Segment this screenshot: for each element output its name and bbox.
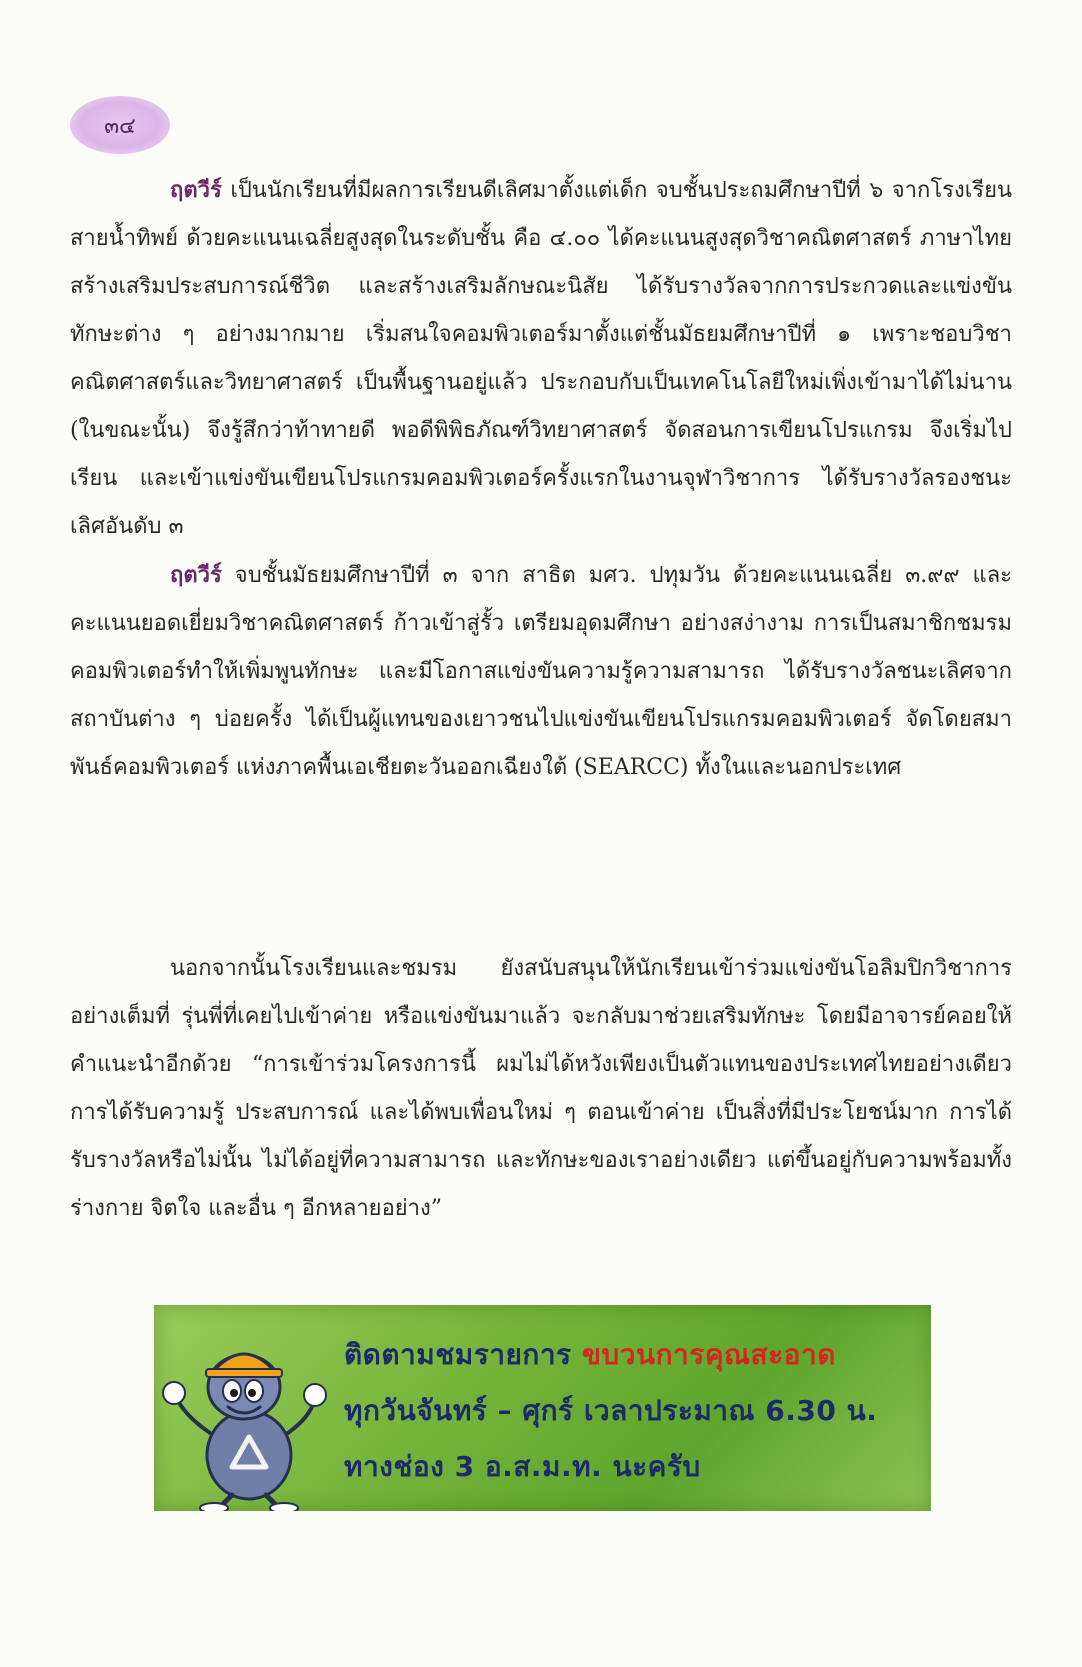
tv-program-banner <box>154 1305 931 1511</box>
program-title: ขบวนการคุณสะอาด <box>581 1338 836 1371</box>
banner-line-3: ทางช่อง 3 อ.ส.ม.ท. นะครับ <box>344 1450 701 1483</box>
student-name: ฤตวีร์ <box>170 177 222 203</box>
banner-line-1 <box>344 1327 915 1383</box>
banner-line-1-prefix: ติดตามชมรายการ <box>344 1338 572 1371</box>
paragraph-1-text: เป็นนักเรียนที่มีผลการเรียนดีเลิศมาตั้งแต่เด็ก จบชั้นประถมศึกษาปีที่ ๖ จากโรงเรียนสายน้ำทิพย์ ด้วยคะแนนเฉลี่ยสูงสุดในระดับชั้น คือ ๔.๐๐ ได้คะแนนสูงสุดวิชาคณิตศาสตร์ ภาษาไทย สร้างเสริมประสบการณ์ชีวิต และสร้างเสริมลักษณะนิสัย ได้รับรางวัลจากการประกวดและแข่งขันทักษะต่าง ๆ อย่างมากมาย เริ่มสนใจคอมพิวเตอร์มาตั้งแต่ชั้นมัธยมศึกษาปีที่ ๑ เพราะชอบวิชาคณิตศาสตร์และวิทยาศาสตร์ เป็นพื้นฐานอยู่แล้ว ประกอบกับเป็นเทคโนโลยีใหม่เพิ่งเข้ามาได้ไม่นาน (ในขณะนั้น) จึงรู้สึกว่าท้าทายดี พอดีพิพิธภัณฑ์วิทยาศาสตร์ จัดสอนการเขียนโปรแกรม จึงเริ่มไปเรียน และเข้าแข่งขันเขียนโปรแกรมคอมพิวเตอร์ครั้งแรกในงานจุฬาวิชาการ ได้รับรางวัลรองชนะเลิศอันดับ ๓ <box>70 178 1012 539</box>
mascot-icon <box>154 1305 344 1511</box>
banner-line-2: ทุกวันจันทร์ – ศุกร์ เวลาประมาณ 6.30 น. <box>344 1394 878 1427</box>
student-name: ฤตวีร์ <box>170 562 222 588</box>
banner-text <box>344 1327 915 1495</box>
page-number: ๓๔ <box>70 96 170 154</box>
paragraph-1 <box>70 166 1012 551</box>
paragraph-2-text: จบชั้นมัธยมศึกษาปีที่ ๓ จาก สาธิต มศว. ปทุมวัน ด้วยคะแนนเฉลี่ย ๓.๙๙ และ คะแนนยอดเยี่ยมวิชาคณิตศาสตร์ ก้าวเข้าสู่รั้ว เตรียมอุดมศึกษา อย่างสง่างาม การเป็นสมาชิกชมรมคอมพิวเตอร์ทำให้เพิ่มพูนทักษะ และมีโอกาสแข่งขันความรู้ความสามารถ ได้รับรางวัลชนะเลิศจากสถาบันต่าง ๆ บ่อยครั้ง ได้เป็นผู้แทนของเยาวชนไปแข่งขันเขียนโปรแกรมคอมพิวเตอร์ จัดโดยสมาพันธ์คอมพิวเตอร์ แห่งภาคพื้นเอเชียตะวันออกเฉียงใต้ (SEARCC) ทั้งในและนอกประเทศ <box>70 563 1012 780</box>
article-section-2 <box>70 945 1012 1233</box>
article-section-1 <box>70 166 1012 792</box>
paragraph-3: นอกจากนั้นโรงเรียนและชมรม ยังสนับสนุนให้นักเรียนเข้าร่วมแข่งขันโอลิมปิกวิชาการอย่างเต็มที่ รุ่นพี่ที่เคยไปเข้าค่าย หรือแข่งขันมาแล้ว จะกลับมาช่วยเสริมทักษะ โดยมีอาจารย์คอยให้คำแนะนำอีกด้วย “การเข้าร่วมโครงการนี้ ผมไม่ได้หวังเพียงเป็นตัวแทนของประเทศไทยอย่างเดียว การได้รับความรู้ ประสบการณ์ และได้พบเพื่อนใหม่ ๆ ตอนเข้าค่าย เป็นสิ่งที่มีประโยชน์มาก การได้รับรางวัลหรือไม่นั้น ไม่ได้อยู่ที่ความสามารถ และทักษะของเราอย่างเดียว แต่ขึ้นอยู่กับความพร้อมทั้งร่างกาย จิตใจ และอื่น ๆ อีกหลายอย่าง” <box>70 956 1012 1221</box>
paragraph-2 <box>70 551 1012 792</box>
